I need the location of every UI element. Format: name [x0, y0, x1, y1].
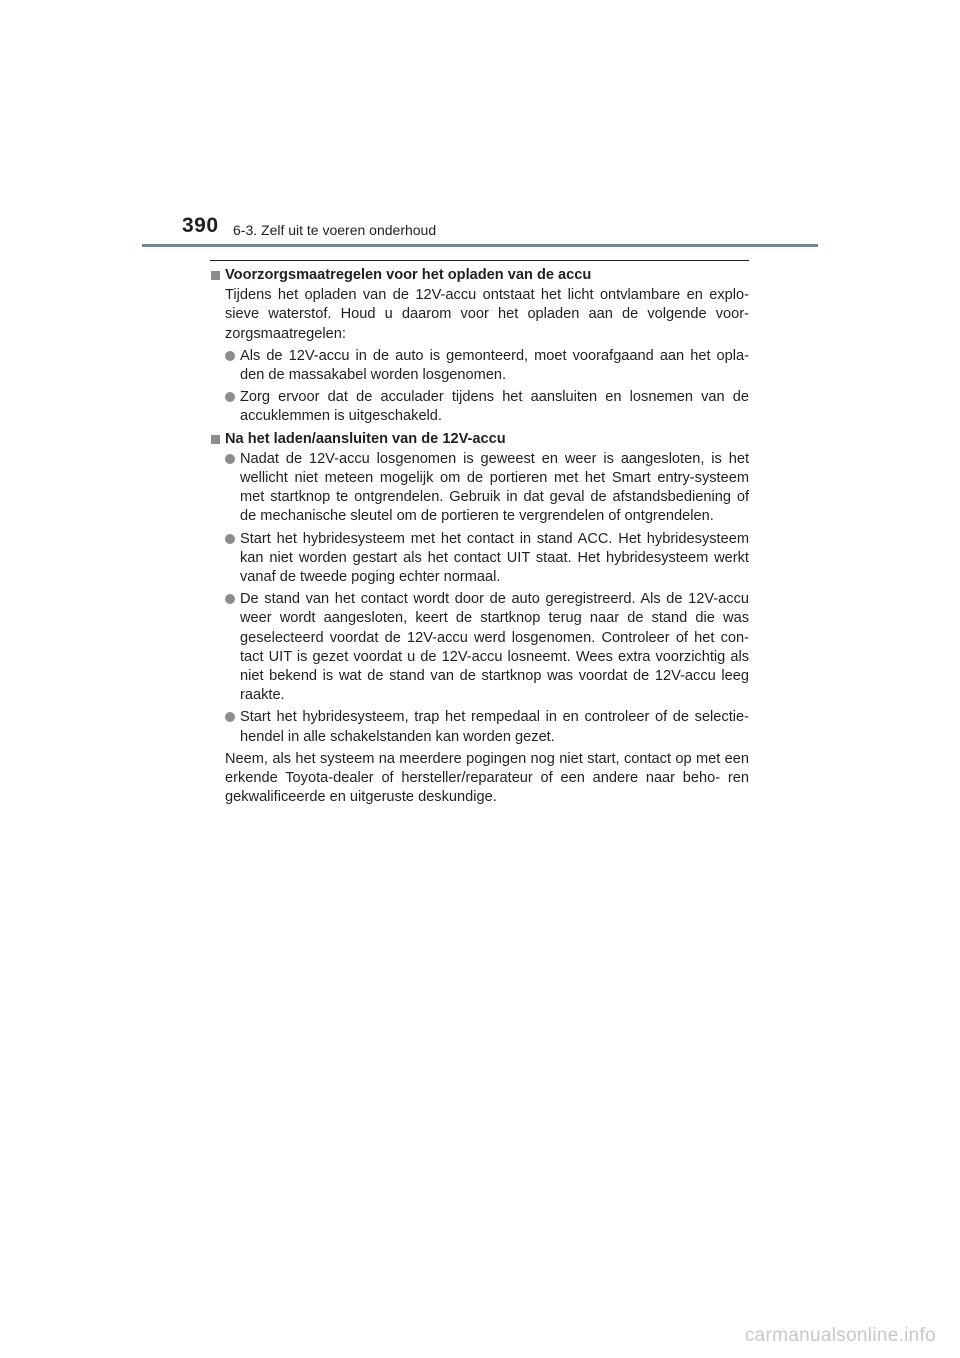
list-item: [210, 347, 749, 385]
list-item-text: De stand van het contact wordt door de auto geregistreerd. Als de 12V-accu weer wordt aangesloten, keert de startknop terug naar de stand die was geselecteerd voordat de 12V-accu werd losgenomen. Controleer of het con- tact UIT is gezet voordat u de 12V-accu losneemt. Wees extra voorzichtig als niet bekend is wat de stand van de startknop was voordat de 12V-accu leeg raakte.: [240, 591, 749, 704]
section-heading-charging-precautions: [210, 266, 749, 285]
closing-paragraph: Neem, als het systeem na meerdere pogingen nog niet start, contact op met een erkende Toyota-dealer of hersteller/reparateur of een andere naar beho- ren gekwalificeerde en uitgeruste deskundige.: [225, 750, 749, 806]
list-item: [210, 388, 749, 426]
watermark-text: carmanualsonline.info: [744, 1325, 936, 1346]
round-bullet-icon: [225, 392, 235, 402]
heading-text: Na het laden/aansluiten van de 12V-accu: [225, 430, 506, 447]
square-bullet-icon: [211, 271, 220, 280]
list-item-text: Nadat de 12V-accu losgenomen is geweest en weer is aangesloten, is het wellicht niet meteen mogelijk om de portieren met het Smart entry-systeem met startknop te ontgrendelen. Gebruik in dat geval de afstandsbediening of de mechanische sleutel om de portieren te vergrendelen of ontgrendelen.: [240, 450, 749, 525]
round-bullet-icon: [225, 594, 235, 604]
heading-text: Voorzorgsmaatregelen voor het opladen van de accu: [225, 267, 592, 283]
content-top-rule: [210, 260, 749, 261]
section-title: 6-3. Zelf uit te voeren onderhoud: [233, 222, 437, 238]
list-item: [210, 450, 749, 527]
list-item-text: Start het hybridesysteem, trap het rempedaal in en controleer of de selectie- hendel in alle schakelstanden kan worden gezet.: [240, 709, 749, 745]
intro-paragraph: Tijdens het opladen van de 12V-accu ontstaat het licht ontvlambare en explo- sieve waterstof. Houd u daarom voor het opladen aan de volgende voor- zorgsmaatregelen:: [225, 287, 749, 342]
list-item: [210, 708, 749, 746]
page-content: [210, 266, 749, 809]
list-item: [210, 530, 749, 588]
round-bullet-icon: [225, 534, 235, 544]
list-item-text: Zorg ervoor dat de acculader tijdens het aansluiten en losnemen van de accuklemmen is uitgeschakeld.: [240, 389, 749, 425]
list-item-text: Start het hybridesysteem met het contact in stand ACC. Het hybridesysteem kan niet worden gestart als het contact UIT staat. Het hybridesysteem werkt vanaf de tweede poging echter normaal.: [240, 530, 749, 586]
list-item: [210, 590, 749, 705]
section-heading-after-charging: [210, 430, 749, 449]
header-rule: [142, 244, 818, 247]
square-bullet-icon: [211, 435, 220, 444]
round-bullet-icon: [225, 454, 235, 464]
page-number: 390: [182, 214, 219, 237]
list-item-text: Als de 12V-accu in de auto is gemonteerd, moet voorafgaand aan het opla- den de massakabel worden losgenomen.: [240, 347, 749, 384]
round-bullet-icon: [225, 351, 235, 361]
round-bullet-icon: [225, 712, 235, 722]
